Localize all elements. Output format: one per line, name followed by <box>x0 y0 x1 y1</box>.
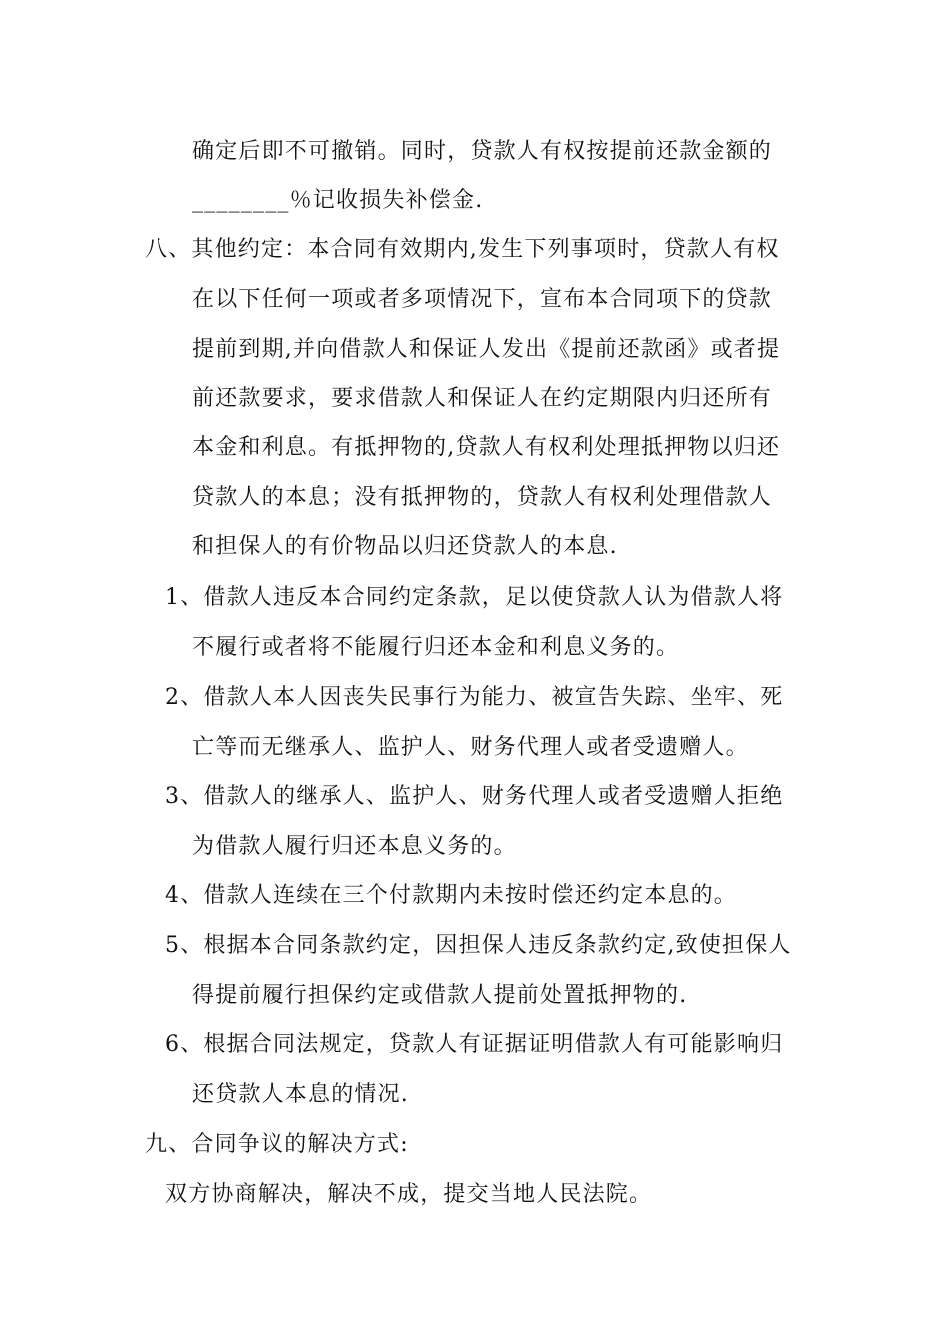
list-item-5-cont: 得提前履行担保约定或借款人提前处置抵押物的. <box>192 983 688 1008</box>
text-line-4: 在以下任何一项或者多项情况下，宣布本合同项下的贷款 <box>192 287 773 312</box>
list-item-3: 3、借款人的继承人、监护人、财务代理人或者受遗赠人拒绝 <box>165 784 784 809</box>
section-eight-heading: 八、其他约定：本合同有效期内,发生下列事项时，贷款人有权 <box>145 237 780 262</box>
list-item-6-cont: 还贷款人本息的情况. <box>192 1082 409 1107</box>
text-line-6: 前还款要求，要求借款人和保证人在约定期限内归还所有 <box>192 386 773 411</box>
text-line-9: 和担保人的有价物品以归还贷款人的本息. <box>192 534 618 559</box>
section-nine-body: 双方协商解决，解决不成，提交当地人民法院。 <box>165 1182 653 1207</box>
text-line-8: 贷款人的本息；没有抵押物的，贷款人有权利处理借款人 <box>192 485 773 510</box>
list-item-6: 6、根据合同法规定，贷款人有证据证明借款人有可能影响归 <box>165 1032 784 1057</box>
section-nine-heading: 九、合同争议的解决方式: <box>145 1132 409 1157</box>
list-item-5: 5、根据本合同条款约定，因担保人违反条款约定,致使担保人 <box>165 933 792 958</box>
list-item-3-cont: 为借款人履行归还本息义务的。 <box>192 834 517 859</box>
list-item-2: 2、借款人本人因丧失民事行为能力、被宣告失踪、坐牢、死 <box>165 685 784 710</box>
text-line-1: 确定后即不可撤销。同时，贷款人有权按提前还款金额的 <box>192 139 773 164</box>
text-line-2: ________％记收损失补偿金. <box>192 188 484 213</box>
list-item-4: 4、借款人连续在三个付款期内未按时偿还约定本息的。 <box>165 883 737 908</box>
list-item-2-cont: 亡等而无继承人、监护人、财务代理人或者受遗赠人。 <box>192 735 749 760</box>
text-line-7: 本金和利息。有抵押物的,贷款人有权利处理抵押物以归还 <box>192 435 781 460</box>
text-line-5: 提前到期,并向借款人和保证人发出《提前还款函》或者提 <box>192 337 781 362</box>
list-item-1-cont: 不履行或者将不能履行归还本金和利息义务的。 <box>192 635 680 660</box>
list-item-1: 1、借款人违反本合同约定条款，足以使贷款人认为借款人将 <box>165 585 784 610</box>
